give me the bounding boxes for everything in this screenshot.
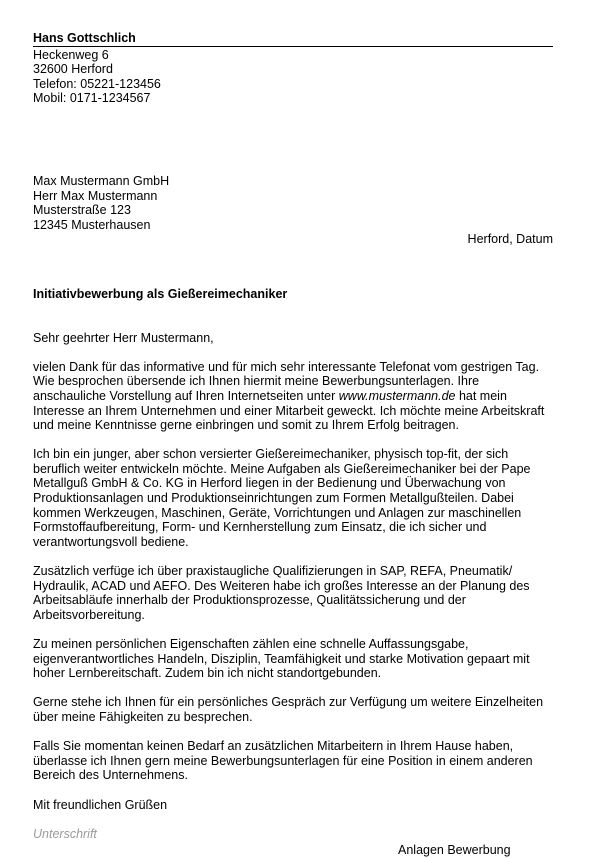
paragraph-intro xyxy=(33,360,553,433)
sender-name: Hans Gottschlich xyxy=(33,31,136,45)
paragraph-alternative: Falls Sie momentan keinen Bedarf an zusätzlichen Mitarbeitern in Ihrem Hause haben, überlasse ich Ihnen gern meine Bewerbungsunterlagen für eine Position in einem anderen Bereich des Unternehmens. xyxy=(33,739,533,783)
recipient-street: Musterstraße 123 xyxy=(33,203,131,218)
recipient-city: 12345 Musterhausen xyxy=(33,217,151,232)
subject-line: Initiativbewerbung als Gießereimechaniker xyxy=(33,286,288,301)
paragraph-qualifications: Zusätzlich verfüge ich über praxistaugliche Qualifizierungen in SAP, REFA, Pneumatik/ Hydraulik, ACAD und AEFO. Des Weiteren habe ich großes Interesse an der Planung des Arbeitsabläufe innerhalb der Produktionsprozesse, Qualitätssicherung und der Arbeitsvorbereitung. xyxy=(33,564,530,622)
sender-street: Heckenweg 6 xyxy=(33,47,109,62)
paragraph-interview: Gerne stehe ich Ihnen für ein persönliches Gespräch zur Verfügung um weitere Einzelheiten über meine Fähigkeiten zu besprechen. xyxy=(33,695,544,724)
salutation: Sehr geehrter Herr Mustermann, xyxy=(33,330,214,345)
header-divider xyxy=(33,46,553,47)
recipient-block xyxy=(33,174,553,232)
sender-block xyxy=(33,31,553,106)
paragraph-intro-text-end: hat mein Interesse an Ihrem Unternehmen und einer Mitarbeit geweckt. Ich möchte meine Arbeitskraft und meine Kenntnisse gerne einbringen und somit zu Ihrem Erfolg beitragen. xyxy=(33,388,545,433)
website-link[interactable]: www.mustermann.de xyxy=(338,388,456,403)
signature-placeholder: Unterschrift xyxy=(33,826,97,841)
sender-phone: Telefon: 05221-123456 xyxy=(33,76,161,91)
closing: Mit freundlichen Grüßen xyxy=(33,797,168,812)
sender-mobile: Mobil: 0171-1234567 xyxy=(33,91,151,106)
place-date: Herford, Datum xyxy=(467,232,553,247)
recipient-company: Max Mustermann GmbH xyxy=(33,173,170,188)
paragraph-experience: Ich bin ein junger, aber schon versierter Gießereimechaniker, physisch top-fit, der sich beruflich weiter entwickeln möchte. Meine Aufgaben als Gießereimechaniker bei der Pape Metallguß GmbH & Co. KG in Herford liegen in der Bedienung und Überwachung von Produktionsanlagen und Produktionseinrichtungen zum Formen Metallgußteilen. Dabei kommen Werkzeugen, Maschinen, Geräte, Vorrichtungen und Anlagen zur maschinellen Formstoffaufbereitung, Form- und Kernherstellung zum Einsatz, die ich sicher und verantwortungsvoll bediene. xyxy=(33,447,531,549)
paragraph-intro-text: vielen Dank für das informative und für mich sehr interessante Telefonat vom gestrigen Tag. Wie besprochen übersende ich Ihnen hiermit meine Bewerbungsunterlagen. Ihre anschauliche Vorstellung auf Ihren Internetseiten unter xyxy=(33,359,540,403)
letter-page xyxy=(33,31,553,841)
enclosure-note: Anlagen Bewerbung xyxy=(398,843,511,857)
paragraph-personal-traits: Zu meinen persönlichen Eigenschaften zählen eine schnelle Auffassungsgabe, eigenverantwortliches Handeln, Disziplin, Teamfähigkeit und starke Motivation gepaart mit hoher Lernbereitschaft. Zudem bin ich nicht standortgebunden. xyxy=(33,637,530,681)
sender-city: 32600 Herford xyxy=(33,62,113,77)
recipient-contact: Herr Max Mustermann xyxy=(33,188,158,203)
